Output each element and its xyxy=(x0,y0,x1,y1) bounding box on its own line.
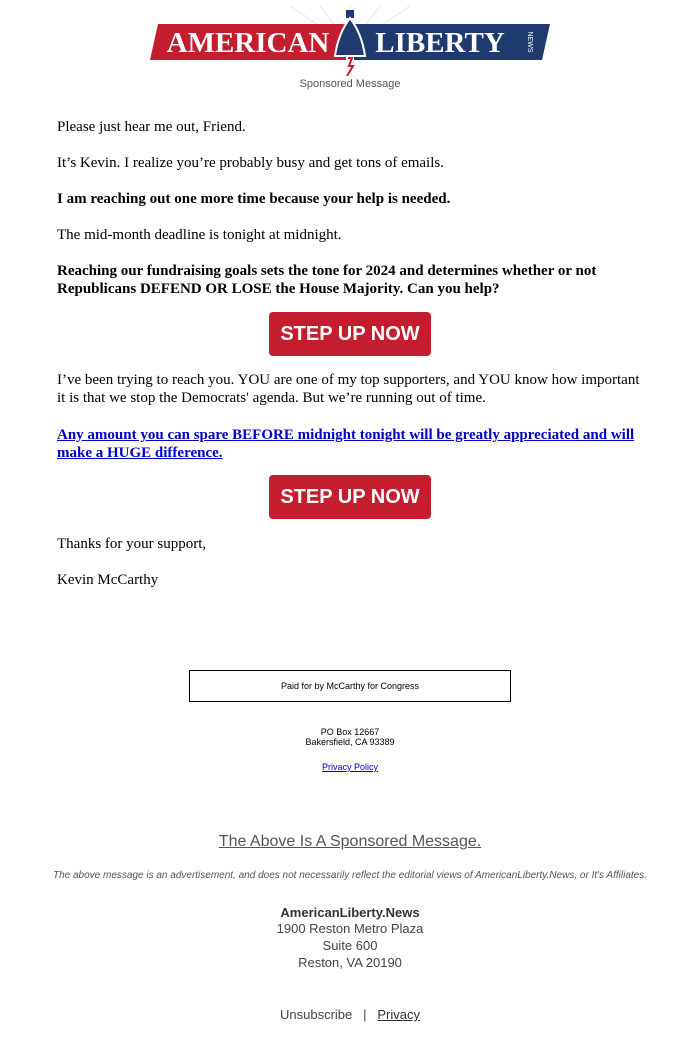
sponsored-notice-link[interactable]: The Above Is A Sponsored Message. xyxy=(218,833,482,850)
company-name: AmericanLiberty.News xyxy=(280,905,420,920)
logo-left-text: AMERICAN xyxy=(166,27,330,59)
logo-banner xyxy=(150,6,550,76)
address-line-1: 1900 Reston Metro Plaza xyxy=(276,921,424,936)
unsubscribe-link[interactable]: Unsubscribe xyxy=(280,1007,353,1022)
paragraph-2: I am reaching out one more time because your help is needed. xyxy=(57,191,451,207)
signature: Kevin McCarthy xyxy=(57,572,159,588)
address-line-2: Suite 600 xyxy=(322,938,378,953)
logo[interactable] xyxy=(150,6,550,76)
footer-links xyxy=(0,1007,700,1022)
disclaimer-text: The above message is an advertisement, and does not necessarily reflect the editorial views of AmericanLiberty.News, or It's Affiliates. xyxy=(52,870,648,881)
paragraph-3: The mid-month deadline is tonight at midnight. xyxy=(57,227,342,243)
address-line-3: Reston, VA 20190 xyxy=(298,955,402,970)
paragraph-4: Reaching our fundraising goals sets the tone for 2024 and determines whether or not Republicans DEFEND OR LOSE the House Majority. Can you help? xyxy=(57,263,597,297)
greeting: Please just hear me out, Friend. xyxy=(57,119,246,135)
privacy-policy-link[interactable]: Privacy Policy xyxy=(321,762,378,772)
logo-tag-text: NEWS xyxy=(526,31,533,53)
donate-link[interactable]: Any amount you can spare BEFORE midnight tonight will be greatly appreciated and will make a HUGE difference. xyxy=(57,427,635,461)
step-up-now-button-2[interactable]: STEP UP NOW xyxy=(269,475,431,519)
header xyxy=(0,0,700,100)
footer-separator: | xyxy=(363,1007,367,1022)
city-state-zip: Bakersfield, CA 93389 xyxy=(305,737,395,747)
paragraph-5: I’ve been trying to reach you. YOU are one of my top supporters, and YOU know how important it is that we stop the Democrats' agenda. But we’re running out of time. xyxy=(57,372,640,406)
privacy-link[interactable]: Privacy xyxy=(377,1007,420,1022)
po-box: PO Box 12667 xyxy=(320,727,380,737)
liberty-bell-icon xyxy=(335,10,365,76)
paragraph-1: It’s Kevin. I realize you’re probably busy and get tons of emails. xyxy=(57,155,444,171)
thanks-text: Thanks for your support, xyxy=(57,536,207,552)
paid-for-box: Paid for by McCarthy for Congress xyxy=(189,670,511,702)
sponsored-label: Sponsored Message xyxy=(299,78,401,90)
logo-right-text: LIBERTY xyxy=(375,27,505,59)
step-up-now-button-1[interactable]: STEP UP NOW xyxy=(269,312,431,356)
